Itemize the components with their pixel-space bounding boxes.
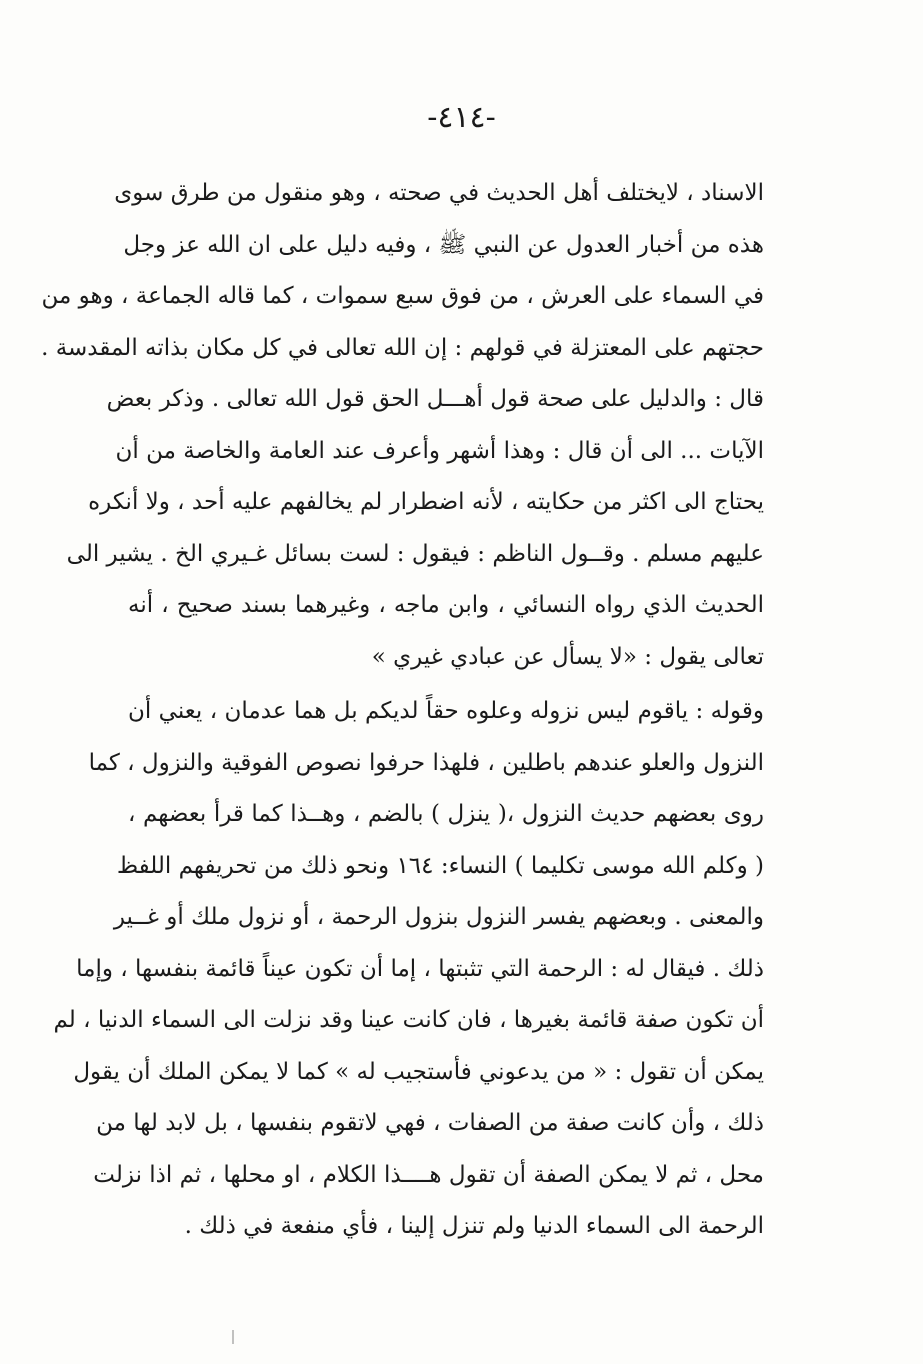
text-line: هذه من أخبار العدول عن النبي ﷺ ، وفيه دليل على ان الله عز وجل <box>123 231 764 258</box>
text-line: النزول والعلو عندهم باطلين ، فلهذا حرفوا نصوص الفوقية والنزول ، كما <box>88 749 764 776</box>
paragraph-2 <box>53 686 764 1253</box>
text-line: روى بعضهم حديث النزول ،( ينزل ) بالضم ، وهــذا كما قرأ بعضهم ، <box>128 801 764 827</box>
text-line: حجتهم على المعتزلة في قولهم : إن الله تعالى في كل مكان بذاته المقدسة . <box>41 334 764 361</box>
text-line: قال : والدليل على صحة قول أهـــل الحق قول الله تعالى . وذكر بعض <box>106 386 764 412</box>
text-line: والمعنى . وبعضهم يفسر النزول بنزول الرحمة ، أو نزول ملك أو غــير <box>113 904 764 930</box>
paragraph-1 <box>41 168 764 683</box>
text-line: أن تكون صفة قائمة بغيرها ، فان كانت عينا وقد نزلت الى السماء الدنيا ، لم <box>53 1007 764 1033</box>
text-line: الرحمة الى السماء الدنيا ولم تنزل إلينا ، فأي منفعة في ذلك . <box>184 1213 764 1239</box>
text-line: ذلك ، وأن كانت صفة من الصفات ، فهي لاتقوم بنفسها ، بل لابد لها من <box>96 1110 764 1136</box>
text-line: يمكن أن تقول : « من يدعوني فأستجيب له » كما لا يمكن الملك أن يقول <box>73 1058 764 1085</box>
text-line: تعالى يقول : «لا يسأل عن عبادي غيري » <box>371 643 764 670</box>
text-line: محل ، ثم لا يمكن الصفة أن تقول هــــذا الكلام ، او محلها ، ثم اذا نزلت <box>93 1161 764 1188</box>
text-line: وقوله : ياقوم ليس نزوله وعلوه حقاً لديكم بل هما عدمان ، يعني أن <box>128 698 764 724</box>
text-line: الآيات ... الى أن قال : وهذا أشهر وأعرف عند العامة والخاصة من أن <box>115 437 764 464</box>
scan-speck <box>232 1330 234 1344</box>
page-number: -٤١٤- <box>427 100 496 135</box>
text-line: الاسناد ، لايختلف أهل الحديث في صحته ، وهو منقول من طرق سوى <box>114 180 764 206</box>
text-line: ( وكلم الله موسى تكليما ) النساء: ١٦٤ ونحو ذلك من تحريفهم اللفظ <box>116 852 764 879</box>
text-line: ذلك . فيقال له : الرحمة التي تثبتها ، إما أن تكون عيناً قائمة بنفسها ، وإما <box>76 955 764 982</box>
text-line: الحديث الذي رواه النسائي ، وابن ماجه ، وغيرهما بسند صحيح ، أنه <box>128 592 764 618</box>
text-line: عليهم مسلم . وقــول الناظم : فيقول : لست بسائل غـيري الخ . يشير الى <box>66 540 764 567</box>
text-line: في السماء على العرش ، من فوق سبع سموات ، كما قاله الجماعة ، وهو من <box>41 283 764 309</box>
text-line: يحتاج الى اكثر من حكايته ، لأنه اضطرار لم يخالفهم عليه أحد ، ولا أنكره <box>88 489 764 515</box>
